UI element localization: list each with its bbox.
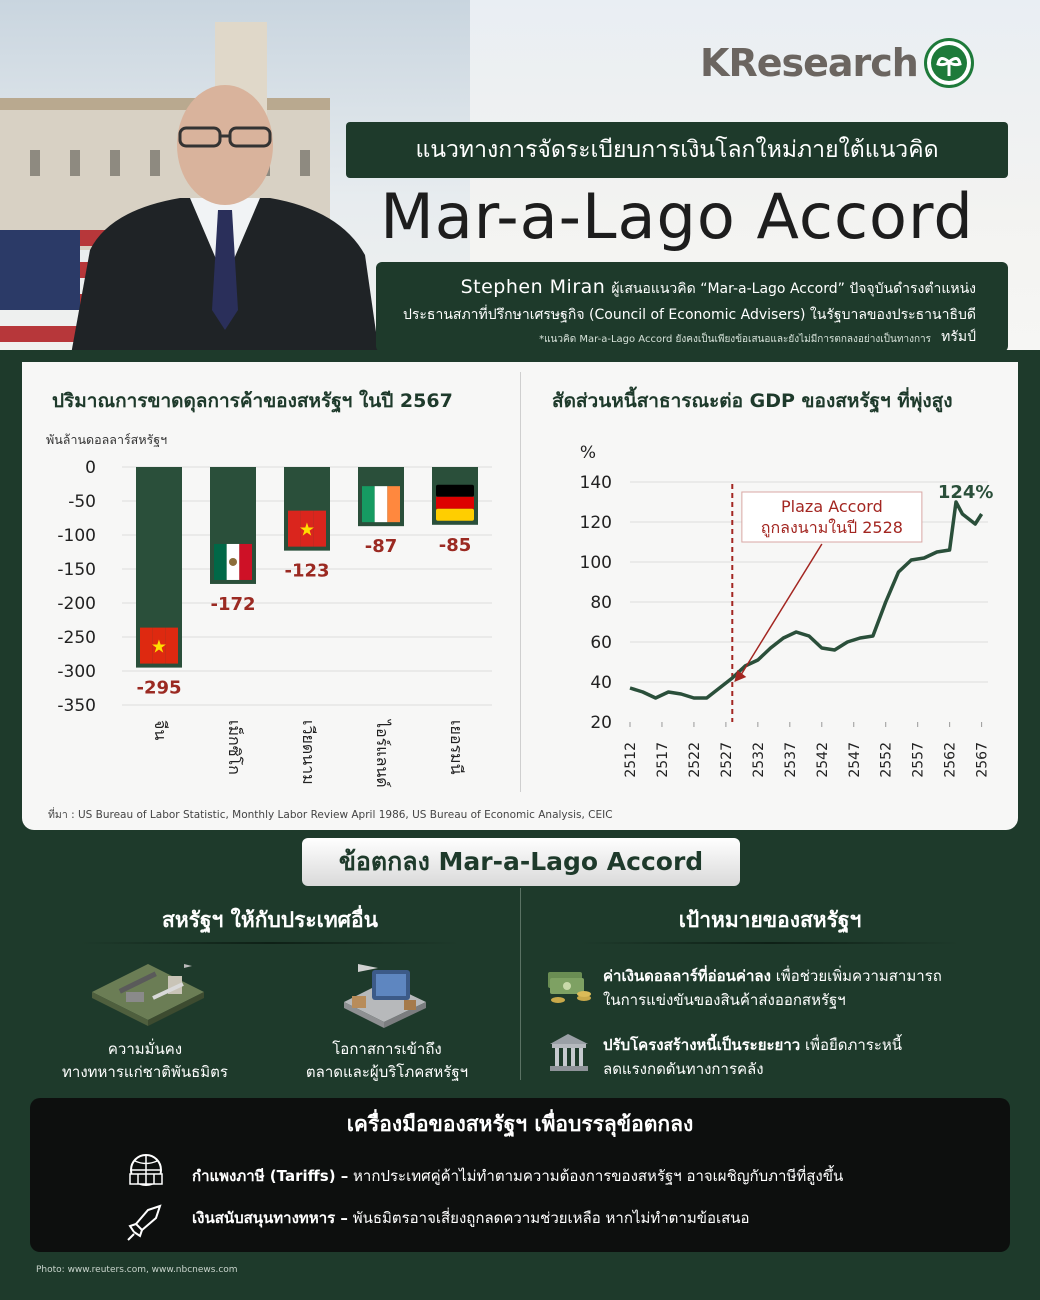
rocket-icon <box>126 1202 166 1242</box>
panel-divider <box>520 372 521 792</box>
country-flag-icon <box>362 486 400 522</box>
section-underline <box>80 942 460 944</box>
section-underline <box>580 942 960 944</box>
x-tick-label: จีน <box>151 720 170 741</box>
us-gives-title: สหรัฐฯ ให้กับประเทศอื่น <box>162 908 378 932</box>
x-tick-label: 2532 <box>750 742 767 778</box>
flag-stripe <box>387 486 400 522</box>
goal-weak-dollar <box>603 964 1013 1012</box>
y-tick-label: -350 <box>57 696 96 716</box>
goal-debt-line-2: ลดแรงกดดันทางการคลัง <box>603 1060 764 1078</box>
page-subtitle: แนวทางการจัดระเบียบการเงินโลกใหม่ภายใต้แนวคิด <box>415 137 939 163</box>
subtitle-banner <box>346 122 1008 178</box>
goal-weak-dollar-text: เพื่อช่วยเพิ่มความสามารถ <box>770 967 942 985</box>
page-title: Mar-a-Lago Accord <box>380 180 974 253</box>
y-tick-label: 140 <box>579 473 612 493</box>
trade-deficit-bar-chart <box>22 422 512 822</box>
y-tick-label: 0 <box>85 458 96 478</box>
x-tick-label: 2517 <box>654 742 671 778</box>
debt-to-gdp-line-chart <box>522 422 1012 822</box>
goals-title: เป้าหมายของสหรัฐฯ <box>678 908 862 932</box>
goal-debt-text: เพื่อยืดภาระหนี้ <box>800 1036 903 1054</box>
tool-tariffs <box>192 1164 843 1188</box>
leaf-logo-icon <box>924 38 974 88</box>
x-tick-label: 2567 <box>974 742 991 778</box>
money-icon <box>546 966 592 1006</box>
charts-panel <box>22 362 1018 830</box>
flag-stripe <box>313 511 326 547</box>
tools-title: เครื่องมือของสหรัฐฯ เพื่อบรรลุข้อตกลง <box>346 1112 694 1136</box>
annotation-arrow <box>740 544 822 676</box>
x-tick-label: 2537 <box>782 742 799 778</box>
benefit-market-access <box>280 1038 494 1084</box>
data-label: -295 <box>136 677 182 699</box>
benefit-market-line-2: ตลาดและผู้บริโภคสหรัฐฯ <box>305 1063 469 1081</box>
kresearch-logo: KResearch <box>700 38 974 88</box>
description-box <box>376 262 1008 352</box>
disclaimer-note: *แนวคิด Mar-a-Lago Accord ยังคงเป็นเพียงข้อเสนอและยังไม่มีการตกลงอย่างเป็นทางการ <box>539 334 931 345</box>
y-tick-label: -200 <box>57 594 96 614</box>
x-tick-label: เยอรมนี <box>447 720 466 775</box>
tool-military-support <box>192 1206 750 1230</box>
x-tick-label: 2522 <box>686 742 703 778</box>
data-label: -172 <box>210 593 256 615</box>
country-flag-icon <box>436 485 474 521</box>
treasury-building-icon <box>546 1030 592 1076</box>
y-axis-label: พันล้านดอลลาร์สหรัฐฯ <box>46 432 168 447</box>
flag-stripe <box>436 497 474 509</box>
bar-chart-title: ปริมาณการขาดดุลการค้าของสหรัฐฯ ในปี 2567 <box>52 390 453 412</box>
y-tick-label: 120 <box>579 513 612 533</box>
section-divider <box>520 888 521 1080</box>
flag-stripe <box>436 509 474 521</box>
photo-credit: Photo: www.reuters.com, www.nbcnews.com <box>36 1265 238 1275</box>
flag-star: ★ <box>150 636 168 658</box>
y-tick-label: -100 <box>57 526 96 546</box>
person-name: Stephen Miran <box>460 276 606 298</box>
y-tick-label: -50 <box>68 492 96 512</box>
benefit-security <box>40 1038 250 1084</box>
y-tick-label: 60 <box>590 633 612 653</box>
y-tick-label: 80 <box>590 593 612 613</box>
peak-label: 124% <box>937 482 994 503</box>
country-flag-icon <box>288 511 326 547</box>
benefit-security-line-1: ความมั่นคง <box>107 1040 183 1058</box>
x-tick-label: 2527 <box>718 742 735 778</box>
flag-stripe <box>214 544 227 580</box>
hero-banner <box>0 0 1040 358</box>
y-tick-label: -300 <box>57 662 96 682</box>
tool-tariffs-heading: กำแพงภาษี (Tariffs) – <box>192 1167 349 1185</box>
benefit-security-line-2: ทางทหารแก่ชาติพันธมิตร <box>62 1063 228 1081</box>
x-tick-label: เวียดนาม <box>299 720 318 785</box>
tariff-wall-icon <box>128 1152 164 1188</box>
y-tick-label: -150 <box>57 560 96 580</box>
x-tick-label: 2562 <box>942 742 959 778</box>
benefit-market-line-1: โอกาสการเข้าถึง <box>332 1040 442 1058</box>
x-tick-label: 2542 <box>814 742 831 778</box>
trade-market-icon <box>338 956 430 1032</box>
tool-military-heading: เงินสนับสนุนทางทหาร – <box>192 1209 348 1227</box>
x-tick-label: 2557 <box>910 742 927 778</box>
x-tick-label: ไอร์แลนด์ <box>373 720 392 788</box>
flag-stripe <box>165 628 178 664</box>
y-tick-label: 20 <box>590 713 612 733</box>
person-photo <box>70 80 380 358</box>
flag-stripe <box>362 486 375 522</box>
data-label: -87 <box>364 536 398 558</box>
flag-stripe <box>239 544 252 580</box>
military-base-icon <box>88 958 206 1028</box>
x-tick-label: 2512 <box>623 742 639 778</box>
flag-stripe <box>375 486 388 522</box>
flag-stripe <box>436 485 474 497</box>
agreement-badge: ข้อตกลง Mar-a-Lago Accord <box>302 838 740 886</box>
flag-star: ★ <box>298 519 316 541</box>
x-tick-label: 2552 <box>878 742 895 778</box>
y-tick-label: -250 <box>57 628 96 648</box>
country-flag-icon <box>140 628 178 664</box>
y-tick-label: 100 <box>579 553 612 573</box>
description-line-1: ผู้เสนอแนวคิด “Mar-a-Lago Accord” ปัจจุบันดำรงตำแหน่ง <box>611 281 976 297</box>
y-axis-label: % <box>579 443 597 463</box>
tools-box <box>30 1098 1010 1252</box>
tool-tariffs-text: หากประเทศคู่ค้าไม่ทำตามความต้องการของสหรัฐฯ อาจเผชิญกับภาษีที่สูงขึ้น <box>348 1167 844 1185</box>
goal-weak-dollar-line-2: ในการแข่งขันของสินค้าส่งออกสหรัฐฯ <box>603 991 846 1009</box>
annotation-text: ถูกลงนามในปี 2528 <box>760 518 903 537</box>
source-note: ที่มา : US Bureau of Labor Statistic, Monthly Labor Review April 1986, US Bureau of Economic Analysis, CEIC <box>48 809 613 821</box>
goal-weak-dollar-heading: ค่าเงินดอลลาร์ที่อ่อนค่าลง <box>603 967 771 985</box>
goal-debt-restructure <box>603 1033 1013 1081</box>
x-tick-label: 2547 <box>846 742 863 778</box>
flag-emblem <box>229 558 237 566</box>
description-line-2: ประธานสภาที่ปรึกษาเศรษฐกิจ (Council of Economic Advisers) ในรัฐบาลของประธานาธิบดีทรัมป์ <box>403 307 976 345</box>
data-label: -123 <box>284 560 330 582</box>
line-chart-title: สัดส่วนหนี้สาธารณะต่อ GDP ของสหรัฐฯ ที่พุ่งสูง <box>552 390 953 412</box>
annotation-text: Plaza Accord <box>781 497 883 516</box>
goal-debt-heading: ปรับโครงสร้างหนี้เป็นระยะยาว <box>603 1036 801 1054</box>
y-tick-label: 40 <box>590 673 612 693</box>
x-tick-label: เม็กซิโก <box>225 720 244 775</box>
country-flag-icon <box>214 544 252 580</box>
tool-military-text: พันธมิตรอาจเสี่ยงถูกลดความช่วยเหลือ หากไม่ทำตามข้อเสนอ <box>347 1209 750 1227</box>
data-label: -85 <box>438 534 472 556</box>
